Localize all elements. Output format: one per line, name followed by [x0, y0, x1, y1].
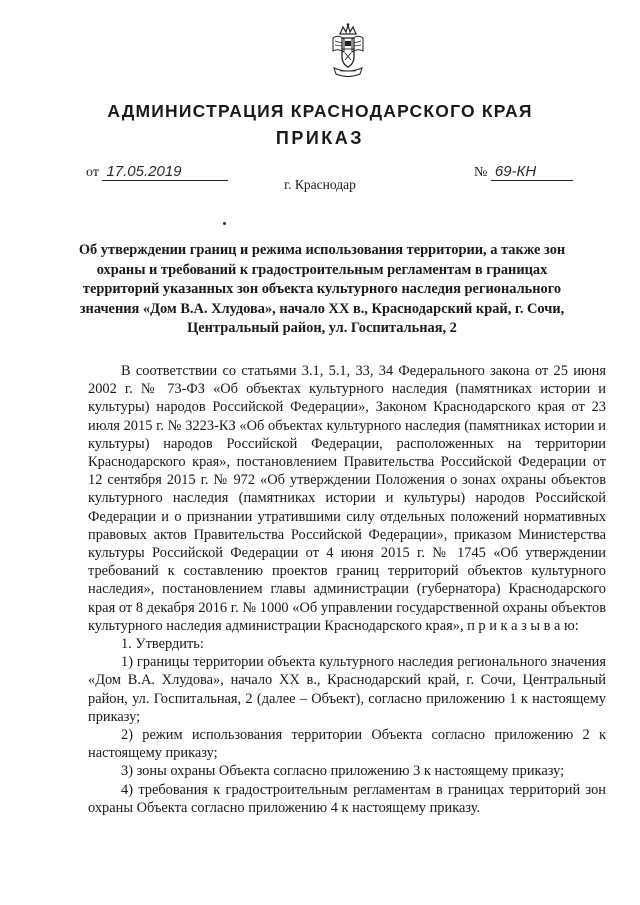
city: г. Краснодар — [284, 177, 356, 192]
document-title: Об утверждении границ и режима использования территории, а также зон охраны и требований к градостроительным регламентам в границах территорий указанных зон объекта культурного наследия регионального значения «Дом В.А. Хлудова», начало XX в., Краснодарский край, г. Сочи, Центральный район, ул. Госпитальная, 2 — [78, 242, 566, 336]
subclause-3: 3) зоны охраны Объекта согласно приложению 3 к настоящему приказу; — [121, 763, 565, 780]
preamble-paragraph: В соответствии со статьями 3.1, 5.1, 33, 34 Федерального закона от 25 июня 2002 г. № 73-ФЗ «Об объектах культурного наследия (памятниках истории и культуры) народов Российской Федерации», Законом Краснодарского края от 23 июля 2015 г. № 3223-КЗ «Об объектах культурного наследия (памятниках истории и культуры) народов Российской Федерации, расположенных на территории Краснодарского края», постановлением Правительства Российской Федерации от 12 сентября 2015 г. № 972 «Об утверждении Положения о зонах охраны объектов культурного наследия (памятниках истории и культуры) народов Российской Федерации и о признании утратившими силу отдельных положений нормативных правовых актов Правительства Российской Федерации», приказом Министерства культуры Российской Федерации от 4 июня 2015 г. № 1745 «Об утверждении требований к составлению проектов границ территорий объектов культурного наследия», постановлением главы администрации (губернатора) Краснодарского края от 8 декабря 2016 г. № 1000 «Об управлении государственной охраны объектов культурного наследия администрации Краснодарского края», п р и к а з ы в а ю: — [88, 363, 606, 634]
stray-mark — [223, 222, 226, 225]
subclause-1: 1) границы территории объекта культурного наследия регионального значения «Дом В.А. Хлудова», начало XX в., Краснодарский край, г. Сочи, Центральный район, ул. Госпитальная, 2 (далее – Объект), согласно приложению 1 к настоящему приказу; — [88, 654, 606, 725]
document-number: 69-КН — [491, 164, 573, 181]
subclause-2: 2) режим использования территории Объекта согласно приложению 2 к настоящему приказу; — [88, 727, 606, 762]
clause-1: 1. Утвердить: — [121, 636, 204, 653]
date-prefix: от — [86, 165, 99, 180]
coat-of-arms-icon — [330, 22, 366, 82]
organization-name: АДМИНИСТРАЦИЯ КРАСНОДАРСКОГО КРАЯ — [107, 101, 533, 121]
document-date: 17.05.2019 — [102, 164, 228, 181]
document-body — [88, 362, 606, 817]
number-prefix: № — [474, 165, 488, 180]
document-type: ПРИКАЗ — [275, 128, 365, 148]
subclause-4: 4) требования к градостроительным регламентам в границах территорий зон охраны Объекта согласно приложению 4 к настоящему приказу. — [88, 781, 606, 816]
